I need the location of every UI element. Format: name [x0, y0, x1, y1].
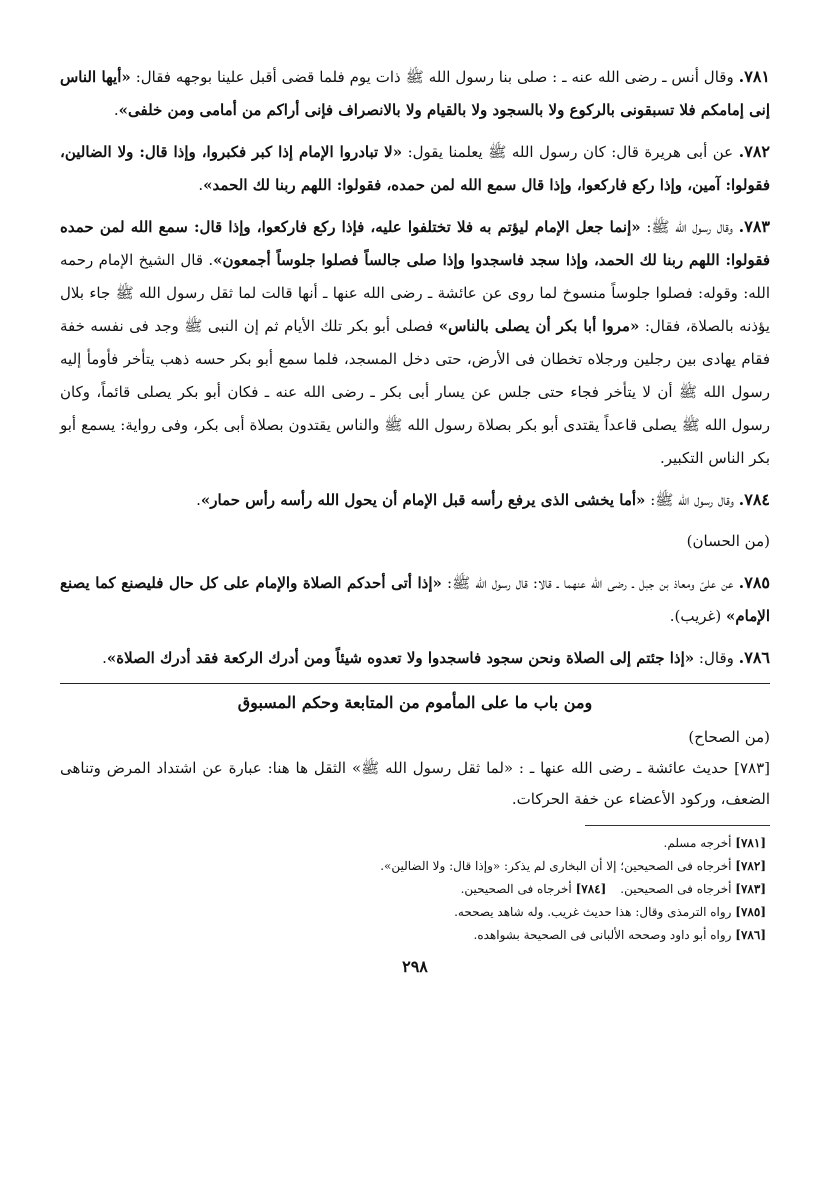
- hadith-786: [60, 641, 770, 675]
- hadith-text: وقال رسول الله ﷺ:: [640, 218, 739, 236]
- hadith-text: .: [196, 491, 201, 509]
- footnote-divider: [585, 825, 770, 826]
- section-title: ومن باب ما على المأموم من المتابعة وحكم المسبوق: [237, 693, 593, 712]
- hadith-quote: «أيها الناس إنى إمامكم فلا تسبقونى بالركوع ولا بالسجود ولا بالقيام ولا بالانصراف فإنى أراكم من أمامى ومن خلفى»: [60, 68, 770, 119]
- footnote-number: [٧٨٢]: [735, 859, 766, 873]
- hadith-text: .: [102, 649, 107, 667]
- hadith-number: ٧٨١.: [738, 67, 770, 86]
- source-text: (من الحسان): [686, 532, 770, 550]
- footnote-number: [٧٨٣]: [735, 882, 766, 896]
- source-label-hasan: [60, 525, 770, 558]
- hadith-text: عن علىّ ومعاذ بن جبل ـ رضى الله عنهما ـ قالا: قال رسول الله ﷺ:: [441, 574, 739, 592]
- commentary-text: [٧٨٣] حديث عائشة ـ رضى الله عنها ـ : «لما ثقل رسول الله ﷺ» الثقل ها هنا: عبارة عن اشتداد المرض وتناهى الضعف، وركود الأعضاء عن خفة الحركات.: [60, 759, 770, 808]
- footnote-786: [60, 924, 766, 947]
- hadith-number: ٧٨٣.: [738, 217, 770, 236]
- hadith-text: وقال أنس ـ رضى الله عنه ـ : صلى بنا رسول الله ﷺ ذات يوم فلما قضى أقبل علينا بوجهه فقال:: [130, 68, 739, 86]
- footnote-text: أخرجاه فى الصحيحين.: [620, 882, 736, 896]
- hadith-781: [60, 60, 770, 127]
- hadith-text: (غريب).: [669, 607, 726, 625]
- footnote-782: [60, 855, 766, 878]
- footnote-781: [60, 832, 766, 855]
- hadith-quote: «إذا جئتم إلى الصلاة ونحن سجود فاسجدوا ولا تعدوه شيئاً ومن أدرك الركعة فقد أدرك الصلاة»: [106, 649, 695, 667]
- commentary: [60, 722, 770, 815]
- hadith-number: ٧٨٥.: [738, 573, 770, 592]
- footnote-number: [٧٨٦]: [735, 928, 766, 942]
- hadith-quote: «مروا أبا بكر أن يصلى بالناس»: [438, 317, 640, 335]
- footnotes: [60, 832, 770, 947]
- hadith-782: [60, 135, 770, 202]
- hadith-quote: «إذا أتى أحدكم الصلاة والإمام على كل حال فليصنع كما يصنع الإمام»: [60, 574, 770, 625]
- hadith-783: [60, 210, 770, 475]
- footnote-text: رواه الترمذى وقال: هذا حديث غريب. وله شاهد يصححه.: [454, 905, 736, 919]
- footnote-text: أخرجاه فى الصحيحين.: [460, 882, 576, 896]
- page-number: ٢٩٨: [402, 957, 428, 976]
- commentary-source: (من الصحاح): [688, 728, 770, 746]
- footnote-785: [60, 901, 766, 924]
- hadith-text: عن أبى هريرة قال: كان رسول الله ﷺ يعلمنا يقول:: [402, 143, 739, 161]
- hadith-text: .: [113, 101, 119, 119]
- hadith-quote: «لا تبادروا الإمام إذا كبر فكبروا، وإذا قال: ولا الضالين، فقولوا: آمين، وإذا ركع فاركعوا، وإذا قال سمع الله لمن حمده، فقولوا: اللهم ربنا لك الحمد»: [60, 143, 770, 194]
- section-divider: [60, 683, 770, 684]
- hadith-number: ٧٨٢.: [738, 142, 770, 161]
- hadith-784: [60, 483, 770, 517]
- hadith-785: [60, 566, 770, 633]
- hadith-text: فصلى أبو بكر تلك الأيام ثم إن النبى ﷺ وجد فى نفسه خفة فقام يهادى بين رجلين ورجلاه تخطان فى الأرض، حتى دخل المسجد، فلما سمع أبو بكر حسه ذهب يتأخر فأومأ إليه رسول الله ﷺ أن لا يتأخر فجاء حتى جلس عن يسار أبى بكر ـ رضى الله عنه ـ فكان أبو بكر يصلى قائماً، وكان رسول الله ﷺ يصلى قاعداً يقتدى أبو بكر بصلاة رسول الله ﷺ والناس يقتدون بصلاة أبى بكر، وفى رواية: يسمع أبو بكر الناس التكبير.: [60, 317, 770, 467]
- document-page: [60, 60, 770, 1130]
- hadith-text: . قال الشيخ الإمام رحمه الله: وقوله: فصلوا جلوساً منسوخ لما روى عن عائشة ـ رضى الله عنها ـ أنها قالت لما ثقل رسول الله ﷺ جاء بلال يؤذنه بالصلاة، فقال:: [60, 251, 770, 335]
- footnote-text: أخرجاه فى الصحيحين؛ إلا أن البخارى لم يذكر: «وإذا قال: ولا الضالين».: [380, 859, 736, 873]
- hadith-list: [60, 60, 770, 675]
- hadith-number: ٧٨٦.: [738, 648, 770, 667]
- hadith-quote: «أما يخشى الذى يرفع رأسه قبل الإمام أن يحول الله رأسه رأس حمار»: [200, 491, 646, 509]
- hadith-number: ٧٨٤.: [738, 490, 770, 509]
- footnote-number: [٧٨١]: [735, 836, 766, 850]
- footnote-text: أخرجه مسلم.: [663, 836, 736, 850]
- footnote-783-784: [60, 878, 766, 901]
- hadith-text: .: [198, 176, 204, 194]
- hadith-quote: «إنما جعل الإمام ليؤتم به فلا تختلفوا عليه، فإذا ركع فاركعوا، وإذا قال: سمع الله لمن حمده فقولوا: اللهم ربنا لك الحمد، وإذا سجد فاسجدوا وإذا صلى جالساً فصلوا جلوساً أجمعون»: [60, 218, 770, 269]
- footnote-text: رواه أبو داود وصححه الألبانى فى الصحيحة بشواهده.: [473, 928, 736, 942]
- footnote-number: [٧٨٤]: [575, 882, 607, 896]
- hadith-text: وقال رسول الله ﷺ:: [645, 491, 739, 509]
- hadith-text: وقال:: [694, 649, 739, 667]
- footnote-number: [٧٨٥]: [735, 905, 766, 919]
